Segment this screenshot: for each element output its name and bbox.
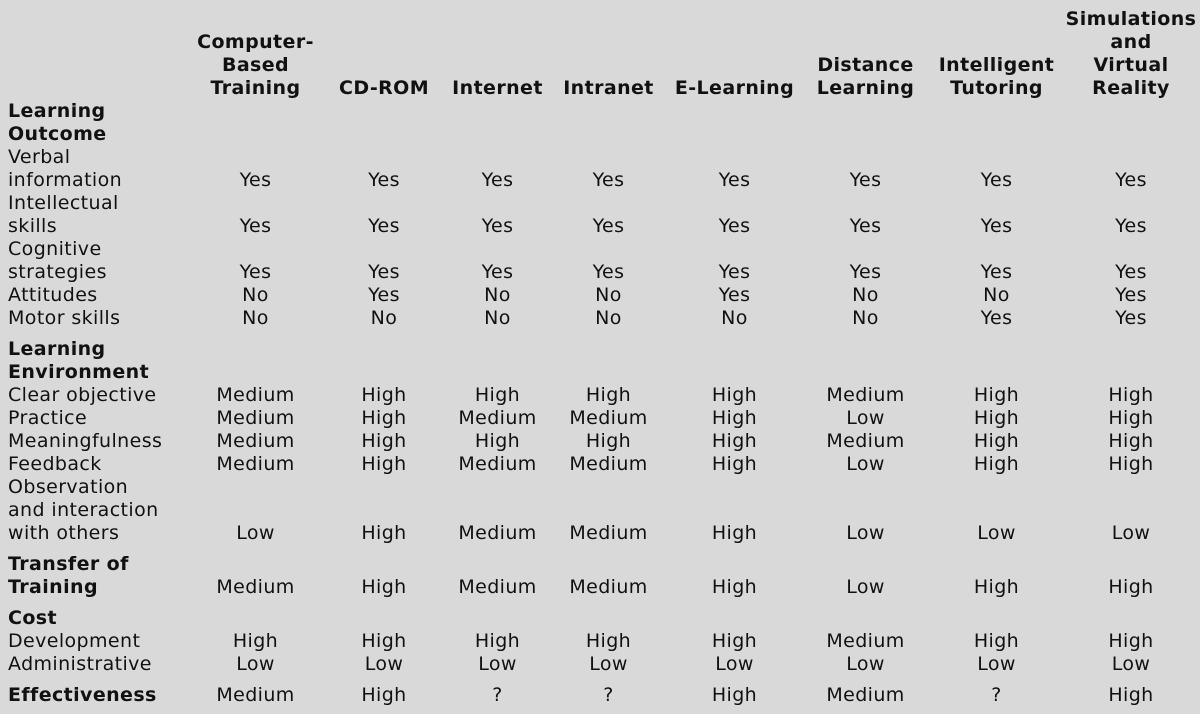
rating-cell: No [852,284,879,306]
rating-cell: High [361,384,407,406]
rating-cell: Low [846,453,885,475]
rating-cell: ? [603,684,614,706]
rating-cell: High [711,630,758,652]
rating-cell: Yes [1115,215,1147,237]
rating-cell: No [595,284,622,306]
rating-cell: High [361,430,407,452]
rating-cell: Low [1111,653,1151,675]
rating-cell: High [973,407,1020,429]
rating-cell: Yes [718,169,751,191]
rating-cell: Yes [481,215,514,237]
rating-cell: No [242,307,269,329]
rating-cell [800,330,931,384]
rating-cell: Yes [718,215,751,237]
rating-cell [548,330,669,384]
rating-cell [321,100,447,146]
section-label: Cost [8,607,57,629]
rating-cell [190,100,321,146]
rating-cell: Medium [569,453,648,475]
rating-cell: High [711,522,758,544]
column-header: Computer- Based Training [197,31,314,99]
rating-cell: Medium [216,684,295,706]
table-row [0,630,1200,653]
section-row [0,545,1200,599]
rating-cell [321,599,447,630]
section-label: Transfer of Training [8,553,129,598]
rating-cell: Yes [849,215,882,237]
section-row [0,330,1200,384]
table-row [0,453,1200,476]
rating-cell: High [973,576,1020,598]
rating-cell: Low [977,522,1016,544]
rating-cell [447,599,548,630]
rating-cell: No [242,284,269,306]
rating-cell: High [973,430,1020,452]
rating-cell: Yes [980,169,1013,191]
row-label: Attitudes [8,284,98,306]
rating-cell: Yes [592,215,625,237]
rating-cell: Yes [1115,261,1147,283]
column-header: CD-ROM [338,77,430,99]
rating-cell: High [973,453,1020,475]
rating-cell [931,100,1062,146]
rating-cell: High [711,453,758,475]
rating-cell: Yes [368,169,400,191]
rating-cell: Yes [1115,307,1147,329]
rating-cell: High [474,630,521,652]
table-row [0,284,1200,307]
row-label: Feedback [8,453,102,475]
rating-cell: High [361,453,407,475]
rating-cell: Low [1111,522,1151,544]
table-body [0,100,1200,713]
rating-cell: Yes [849,169,882,191]
table-row [0,653,1200,676]
rating-cell: High [1108,684,1154,706]
row-label: Motor skills [8,307,121,329]
row-label: Administrative [8,653,152,675]
rating-cell: High [1108,576,1154,598]
row-label: Meaningfulness [8,430,163,452]
rating-cell: Yes [1115,284,1147,306]
rating-cell: High [474,384,521,406]
rating-cell: High [585,630,632,652]
rating-cell: Yes [849,261,882,283]
rating-cell: Yes [980,261,1013,283]
rating-cell: Yes [368,284,400,306]
rating-cell: High [361,684,407,706]
rating-cell: No [595,307,622,329]
rating-cell: Medium [216,407,295,429]
table-row [0,384,1200,407]
column-header: Intranet [563,77,654,99]
row-label: Practice [8,407,88,429]
rating-cell: Yes [718,284,751,306]
rating-cell: No [721,307,748,329]
table-row [0,146,1200,192]
rating-cell: High [1108,430,1154,452]
rating-cell [669,330,800,384]
rating-cell [321,330,447,384]
rating-cell: Medium [826,430,905,452]
rating-cell: Medium [216,576,295,598]
rating-cell [1062,599,1200,630]
rating-cell [800,100,931,146]
rating-cell [190,599,321,630]
rating-cell: High [711,684,758,706]
rating-cell: ? [991,684,1002,706]
table-row [0,407,1200,430]
column-header: E-Learning [674,77,795,99]
rating-cell: Yes [592,169,625,191]
rating-cell [548,599,669,630]
rating-cell: Medium [826,684,905,706]
rating-cell: Yes [481,261,514,283]
rating-cell: Low [846,653,885,675]
rating-cell: High [585,384,632,406]
rating-cell: Yes [239,169,272,191]
rating-cell: High [361,522,407,544]
rating-cell: Medium [569,522,648,544]
rating-cell: Yes [718,261,751,283]
rating-cell: Medium [826,384,905,406]
table-row [0,192,1200,238]
rating-cell: Medium [826,630,905,652]
rating-cell [931,330,1062,384]
rating-cell: Medium [216,430,295,452]
rating-cell: High [973,630,1020,652]
column-header: Simulations and Virtual Reality [1065,8,1197,99]
rating-cell: High [361,630,407,652]
row-label: Verbal information [8,146,123,191]
section-row [0,599,1200,630]
row-label: Intellectual skills [8,192,119,237]
section-label: Learning Outcome [8,100,107,145]
column-header: Distance Learning [816,54,915,99]
section-label: Learning Environment [8,338,150,383]
rating-cell: Low [364,653,404,675]
rating-cell [447,330,548,384]
rating-cell: Yes [368,215,400,237]
rating-cell [1062,100,1200,146]
rating-cell: High [711,430,758,452]
rating-cell: No [484,284,511,306]
table-row [0,307,1200,330]
rating-cell [447,100,548,146]
rating-cell: ? [492,684,503,706]
row-label: Observation and interaction with others [8,476,159,544]
rating-cell: Yes [481,169,514,191]
table-row [0,476,1200,545]
rating-cell: High [1108,384,1154,406]
row-label: Clear objective [8,384,157,406]
row-label: Development [8,630,141,652]
rating-cell [190,330,321,384]
rating-cell: Low [589,653,628,675]
column-header: Internet [452,77,543,99]
rating-cell: Low [846,407,885,429]
rating-cell: Medium [216,384,295,406]
rating-cell [548,100,669,146]
rating-cell: Medium [216,453,295,475]
rating-cell: High [711,407,758,429]
column-header-row [0,0,1200,100]
rating-cell [669,599,800,630]
rating-cell: High [585,430,632,452]
rating-cell: Yes [239,215,272,237]
rating-cell: No [370,307,398,329]
rating-cell: No [983,284,1010,306]
rating-cell: High [1108,630,1154,652]
rating-cell: Low [236,653,275,675]
rating-cell: High [1108,453,1154,475]
rating-cell: High [361,407,407,429]
rating-cell [669,100,800,146]
rating-cell: No [852,307,879,329]
rating-cell: Medium [458,576,537,598]
section-row [0,100,1200,146]
rating-cell [800,599,931,630]
rating-cell: No [484,307,511,329]
rating-cell: Yes [239,261,272,283]
table-row [0,430,1200,453]
rating-cell: Medium [569,576,648,598]
rating-cell: Medium [458,522,537,544]
rating-cell: High [232,630,279,652]
corner-cell [0,0,190,100]
rating-cell: Yes [1115,169,1147,191]
section-row [0,676,1200,713]
row-label: Cognitive strategies [8,238,107,283]
rating-cell: Low [236,522,275,544]
rating-cell: Low [977,653,1016,675]
rating-cell: Yes [592,261,625,283]
rating-cell: High [711,576,758,598]
rating-cell: High [711,384,758,406]
section-label: Effectiveness [8,684,157,706]
rating-cell: Yes [980,215,1013,237]
rating-cell: Yes [980,307,1013,329]
rating-cell: Low [478,653,517,675]
rating-cell: Medium [569,407,648,429]
rating-cell: Low [715,653,754,675]
rating-cell: High [361,576,407,598]
column-header: Intelligent Tutoring [938,54,1055,99]
rating-cell: Medium [458,453,537,475]
table-row [0,238,1200,284]
rating-cell [1062,330,1200,384]
rating-cell: Low [846,576,885,598]
rating-cell: Medium [458,407,537,429]
rating-cell: Yes [368,261,400,283]
rating-cell [931,599,1062,630]
rating-cell: High [1108,407,1154,429]
rating-cell: High [973,384,1020,406]
rating-cell: High [474,430,521,452]
rating-cell: Low [846,522,885,544]
